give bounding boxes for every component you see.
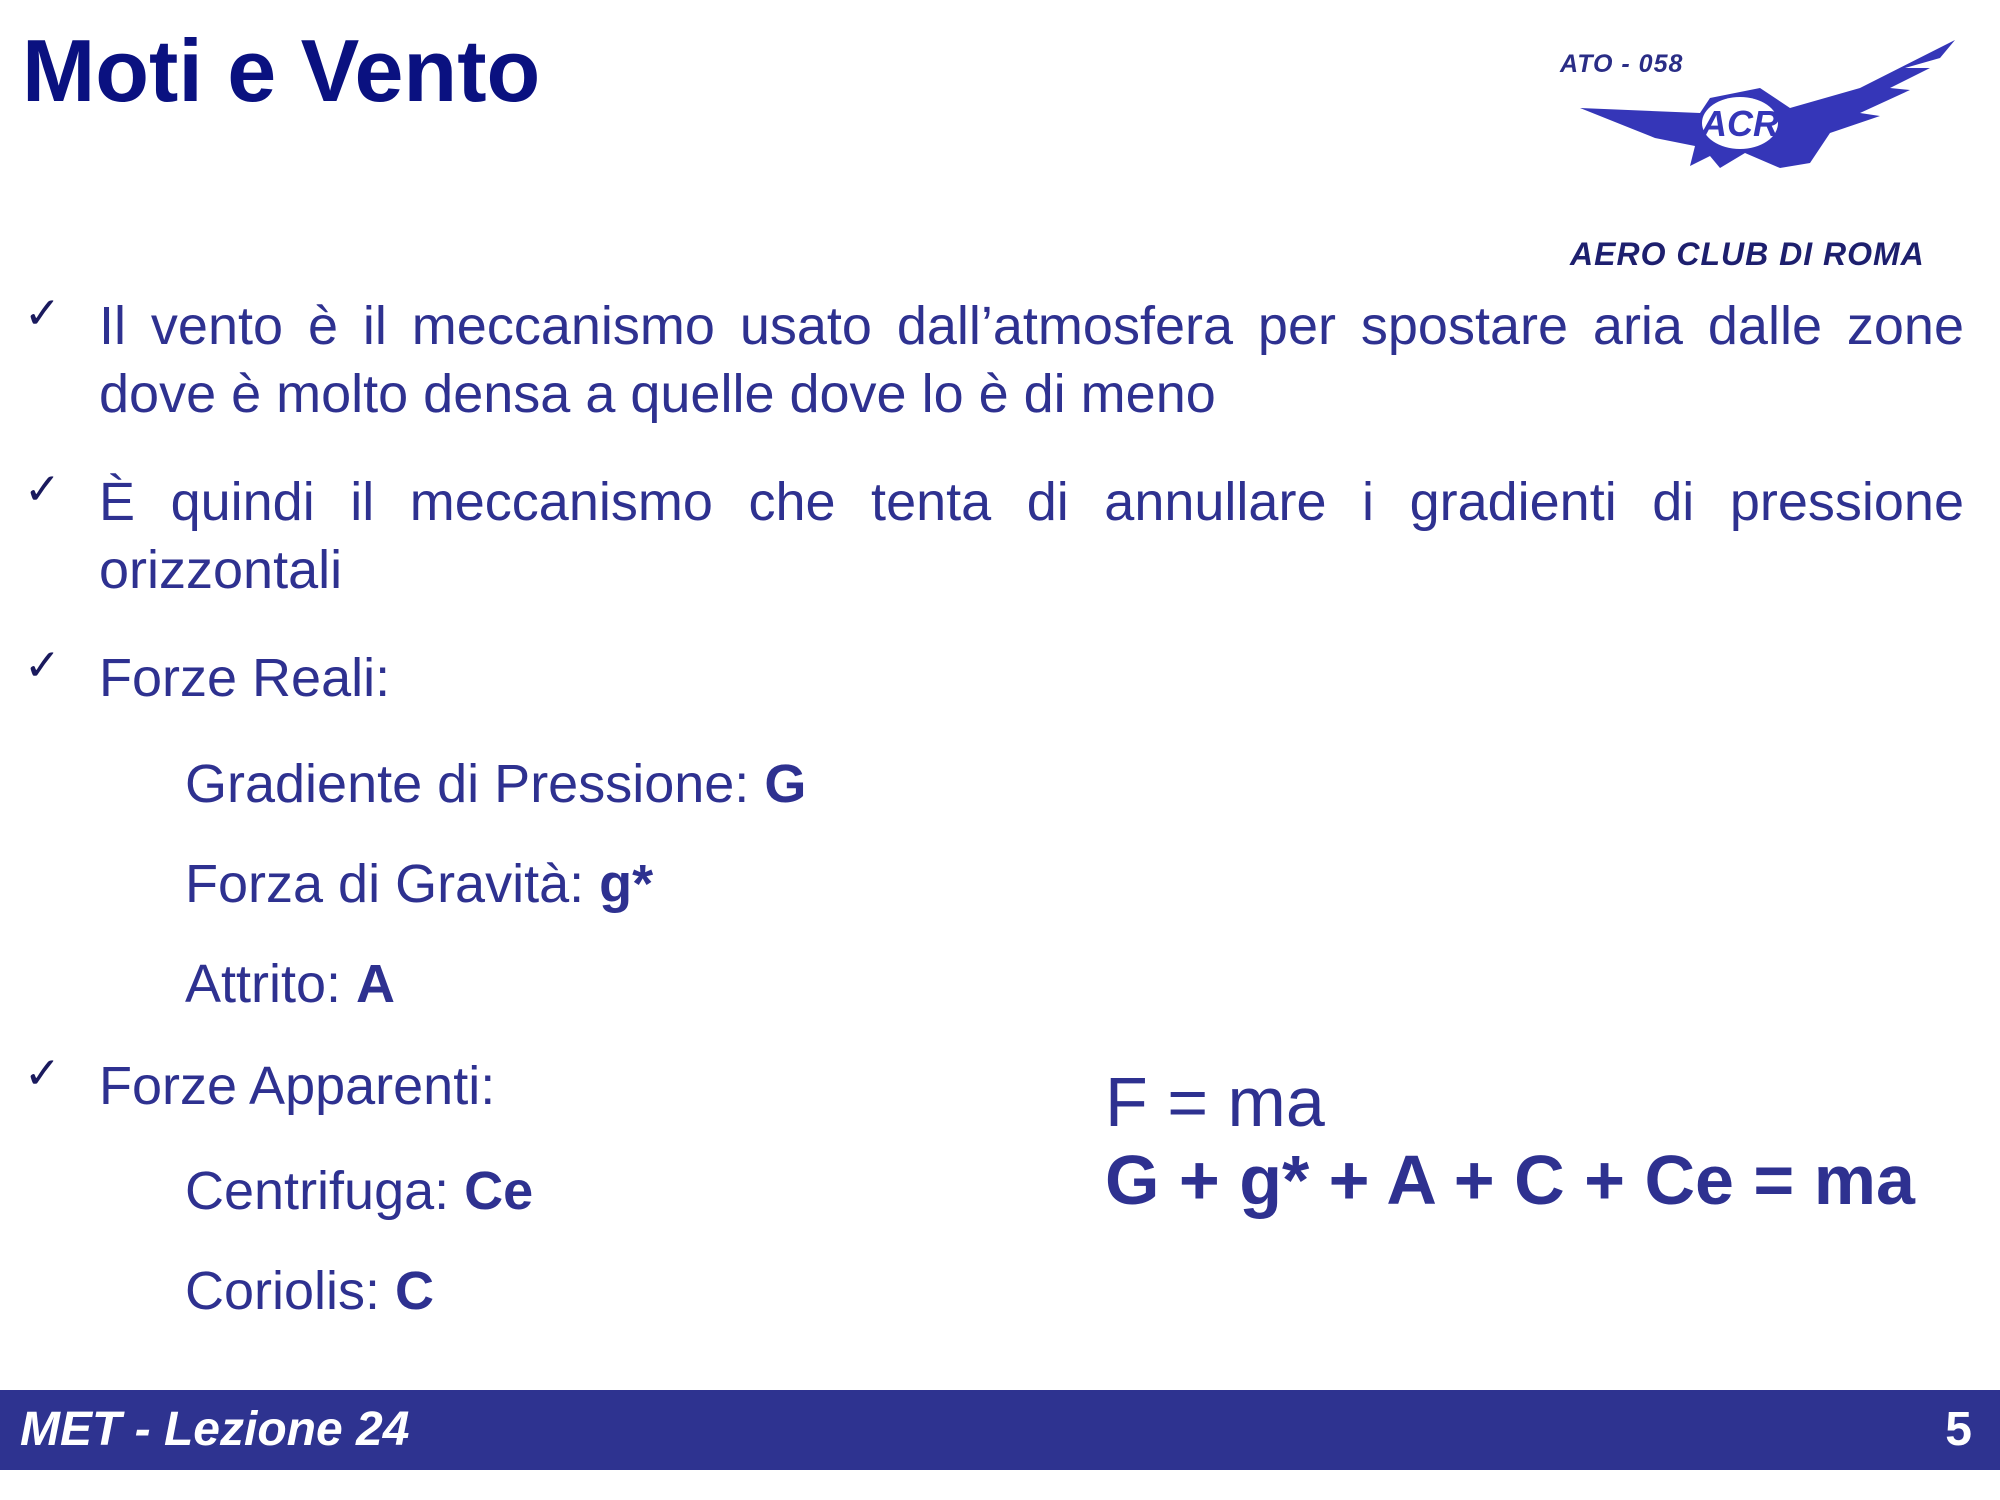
- sub-item-label: Centrifuga:: [185, 1161, 465, 1221]
- footer-bar: [0, 1390, 2000, 1470]
- equation-newton: F = ma: [1105, 1063, 1325, 1141]
- check-mark-icon: ✓: [24, 1048, 61, 1099]
- check-mark-icon: ✓: [24, 464, 61, 515]
- sub-item-centrifugal: [185, 1157, 533, 1225]
- sub-item-friction: [185, 950, 395, 1018]
- bullet-text: È quindi il meccanismo che tenta di annullare i gradienti di pressione orizzontali: [99, 472, 1964, 600]
- equation-force-balance: G + g* + A + C + Ce = ma: [1105, 1141, 1915, 1219]
- sub-item-label: Coriolis:: [185, 1261, 396, 1321]
- logo-emblem-letters: ACR: [1701, 103, 1779, 144]
- bullet-text: Forze Reali:: [99, 648, 391, 708]
- sub-item-label: Forza di Gravità:: [185, 854, 600, 914]
- sub-item-label: Gradiente di Pressione:: [185, 754, 765, 814]
- bullet-text: Forze Apparenti:: [99, 1056, 496, 1116]
- sub-item-pressure-gradient: [185, 750, 806, 818]
- sub-item-coriolis: [185, 1257, 434, 1325]
- check-mark-icon: ✓: [24, 640, 61, 691]
- sub-item-symbol: A: [356, 954, 396, 1014]
- sub-item-symbol: C: [395, 1261, 435, 1321]
- sub-item-symbol: Ce: [464, 1161, 534, 1221]
- sub-item-symbol: g*: [599, 854, 654, 914]
- logo-ato-code: ATO - 058: [1560, 50, 1684, 78]
- bullet-text: Il vento è il meccanismo usato dall’atmosfera per spostare aria dalle zone dove è molto densa a quelle dove lo è di meno: [99, 296, 1964, 424]
- sub-item-symbol: G: [764, 754, 807, 814]
- check-mark-icon: ✓: [24, 288, 61, 339]
- sub-item-gravity: [185, 850, 653, 918]
- footer-lesson-title: MET - Lezione 24: [20, 1403, 410, 1456]
- slide-title: Moti e Vento: [22, 21, 541, 120]
- logo-club-name: AERO CLUB DI ROMA: [1570, 236, 1925, 272]
- page-number: 5: [1945, 1403, 1972, 1456]
- sub-item-label: Attrito:: [185, 954, 357, 1014]
